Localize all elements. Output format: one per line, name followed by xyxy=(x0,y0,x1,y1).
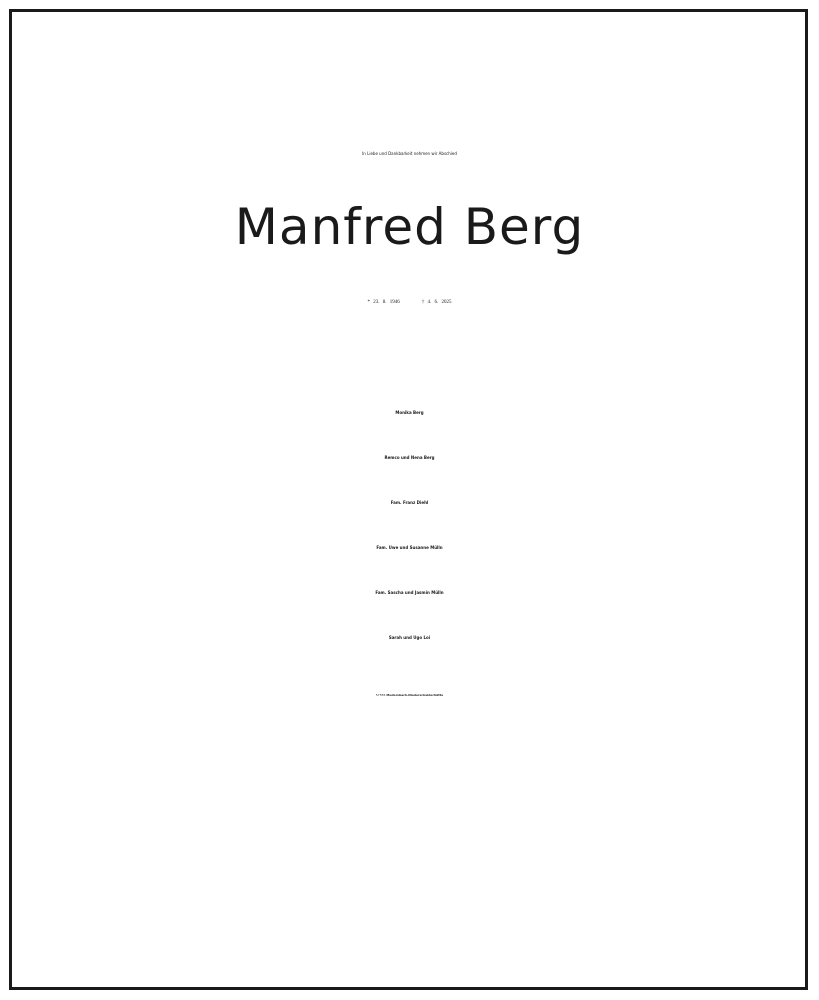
address-line-2 xyxy=(0,767,819,797)
death-date: † 4. 6. 2025 xyxy=(421,300,452,305)
mourner-name: Sarah und Ugo Loi xyxy=(388,635,431,640)
mourner-name: Fam. Uwe und Susanne Mülln xyxy=(376,545,443,550)
address-line-1 xyxy=(0,737,819,767)
quote-line-1 xyxy=(0,44,819,70)
farewell-intro: In Liebe und Dankbarkeit nehmen wir Abschied xyxy=(362,151,457,156)
mourner-name: Monika Berg xyxy=(395,410,424,415)
quote-line-2 xyxy=(0,74,819,100)
thanks-line-1 xyxy=(0,895,819,925)
ceremony-line-3 xyxy=(0,861,819,891)
mourner-name: Remco und Nena Berg xyxy=(384,455,435,460)
ceremony-line-2 xyxy=(0,831,819,861)
deceased-name: Manfred Berg xyxy=(234,198,585,256)
mourner-name: Fam. Sascha und Jasmin Mülln xyxy=(375,590,444,595)
thanks-line-2 xyxy=(0,925,819,955)
place-line xyxy=(0,693,819,697)
ceremony-line-1 xyxy=(0,801,819,831)
town-name: Mudersbach-Niederschelderhütte xyxy=(386,693,444,697)
life-dates xyxy=(0,300,819,305)
postal-code: 57555 xyxy=(375,693,386,697)
mourner-name: Fam. Franz Diehl xyxy=(390,500,429,505)
birth-date: * 23. 8. 1946 xyxy=(367,300,400,305)
